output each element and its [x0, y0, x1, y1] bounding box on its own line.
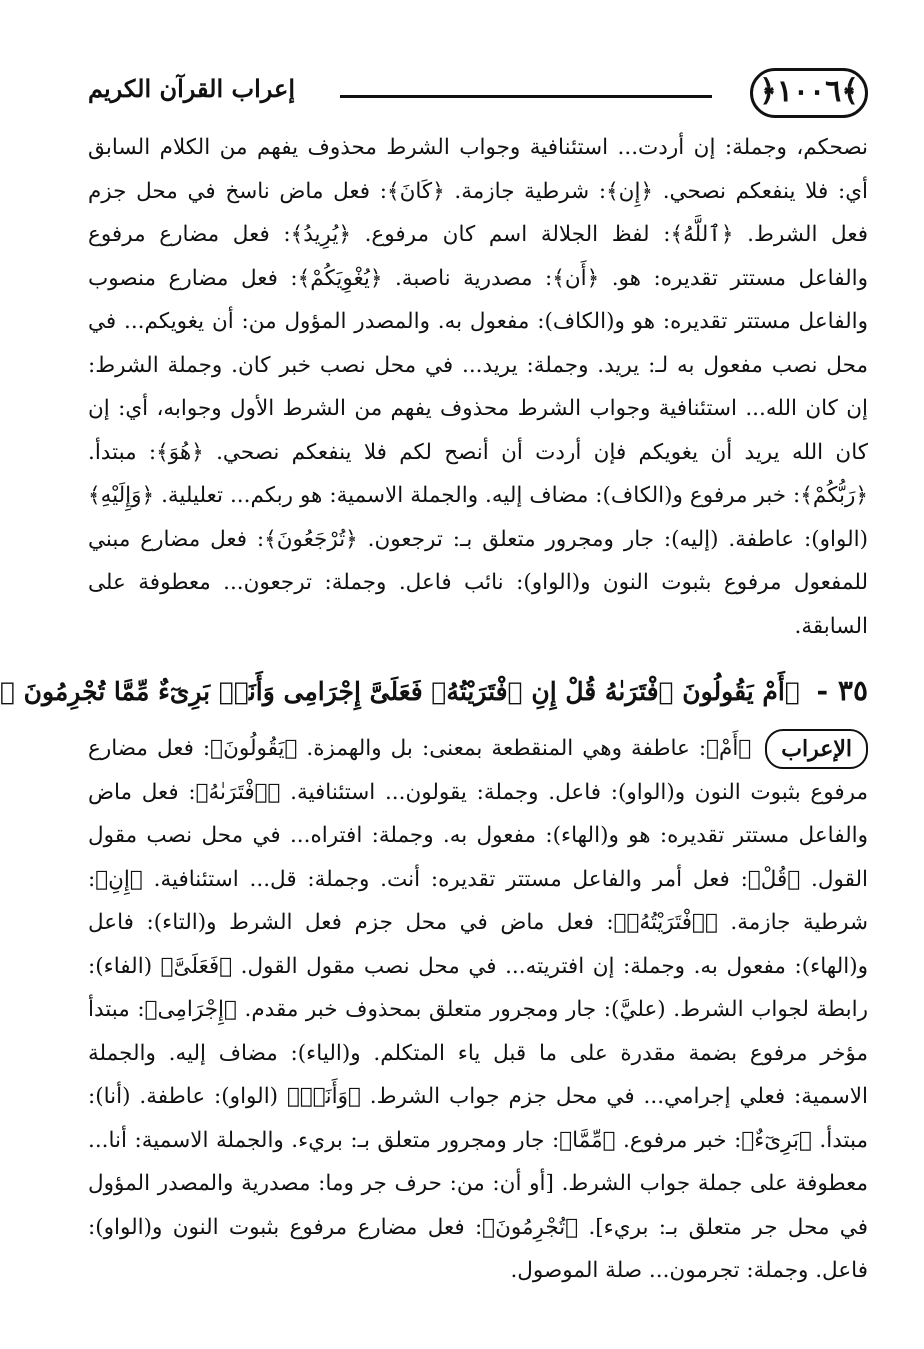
verse-text: ﴿أَمْ يَقُولُونَ ٱفْتَرَىٰهُ قُلْ إِنِ ٱفْتَرَيْتُهُۥ فَعَلَىَّ إِجْرَامِى وَأَنَا۠ بَرِىٓءٌ مِّمَّا تُجْرِمُونَ ﴿ — [0, 677, 800, 706]
verse-number: ٣٥ - — [816, 674, 868, 707]
book-title: إعراب القرآن الكريم — [88, 74, 295, 103]
irab-label-badge: الإعراب — [765, 729, 868, 769]
irab-text: ﴿أَمْ﴾: عاطفة وهي المنقطعة بمعنى: بل والهمزة. ﴿يَقُولُونَ﴾: فعل مضارع مرفوع بثبوت النون و(الواو): فاعل. وجملة: يقولون... استئنافية. ﴿ٱفْتَرَىٰهُ﴾: فعل ماض والفاعل مستتر تقديره: هو و(الهاء): مفعول به. وجملة: افتراه... في محل نصب مقول القول. ﴿قُلْ﴾: فعل أمر والفاعل مستتر تقديره: أنت. وجملة: قل... استئنافية. ﴿إِنِ﴾: شرطية جازمة. ﴿ٱفْتَرَيْتُهُۥ﴾: فعل ماض في محل جزم فعل الشرط و(التاء): فاعل و(الهاء): مفعول به. وجملة: إن افتريته... في محل نصب مقول القول. ﴿فَعَلَىَّ﴾ (الفاء): رابطة لجواب الشرط. (عليَّ): جار ومجرور متعلق بمحذوف خبر مقدم. ﴿إِجْرَامِى﴾: مبتدأ مؤخر مرفوع بضمة مقدرة على ما قبل ياء المتكلم. و(الياء): مضاف إليه. والجملة الاسمية: فعلي إجرامي... في محل جزم جواب الشرط. ﴿وَأَنَا۠﴾ (الواو): عاطفة. (أنا): مبتدأ. ﴿بَرِىٓءٌ﴾: خبر مرفوع. ﴿مِّمَّا﴾: جار ومجرور متعلق بـ: بريء. والجملة الاسمية: أنا... معطوفة على جملة جواب الشرط. [أو أن: من: حرف جر وما: مصدرية والمصدر المؤول في محل جر متعلق بـ: بريء]. ﴿تُجْرِمُونَ﴾: فعل مضارع مرفوع بثبوت النون و(الواو): فاعل. وجملة: تجرمون... صلة الموصول. — [88, 736, 868, 1283]
page-header — [88, 68, 868, 124]
irab-paragraph — [88, 727, 868, 1293]
commentary-paragraph: نصحكم، وجملة: إن أردت... استئنافية وجواب الشرط محذوف يفهم من الكلام السابق أي: فلا ينفعكم نصحي. ﴿إِن﴾: شرطية جازمة. ﴿كَانَ﴾: فعل ماض ناسخ في محل جزم فعل الشرط. ﴿ٱللَّهُ﴾: لفظ الجلالة اسم كان مرفوع. ﴿يُرِيدُ﴾: فعل مضارع مرفوع والفاعل مستتر تقديره: هو. ﴿أَن﴾: مصدرية ناصبة. ﴿يُغْوِيَكُمْ﴾: فعل مضارع منصوب والفاعل مستتر تقديره: هو و(الكاف): مفعول به. والمصدر المؤول من: أن يغويكم... في محل نصب مفعول به لـ: يريد. وجملة: يريد... في محل نصب خبر كان. وجملة الشرط: إن كان الله... استئنافية وجواب الشرط محذوف يفهم من الشرط الأول وجوابه، أي: إن كان الله يريد أن يغويكم فإن أردت أن أنصح لكم فلا ينفعكم نصحي. ﴿هُوَ﴾: مبتدأ. ﴿رَبُّكُمْ﴾: خبر مرفوع و(الكاف): مضاف إليه. والجملة الاسمية: هو ربكم... تعليلية. ﴿وَإِلَيْهِ﴾ (الواو): عاطفة. (إليه): جار ومجرور متعلق بـ: ترجعون. ﴿تُرْجَعُونَ﴾: فعل مضارع مبني للمفعول مرفوع بثبوت النون و(الواو): نائب فاعل. وجملة: ترجعون... معطوفة على السابقة. — [88, 135, 868, 639]
verse-line — [0, 670, 868, 713]
page-body — [0, 126, 868, 1293]
header-rule — [340, 95, 712, 98]
page-number: ﴿١٠٠٦﴾ — [750, 68, 868, 118]
